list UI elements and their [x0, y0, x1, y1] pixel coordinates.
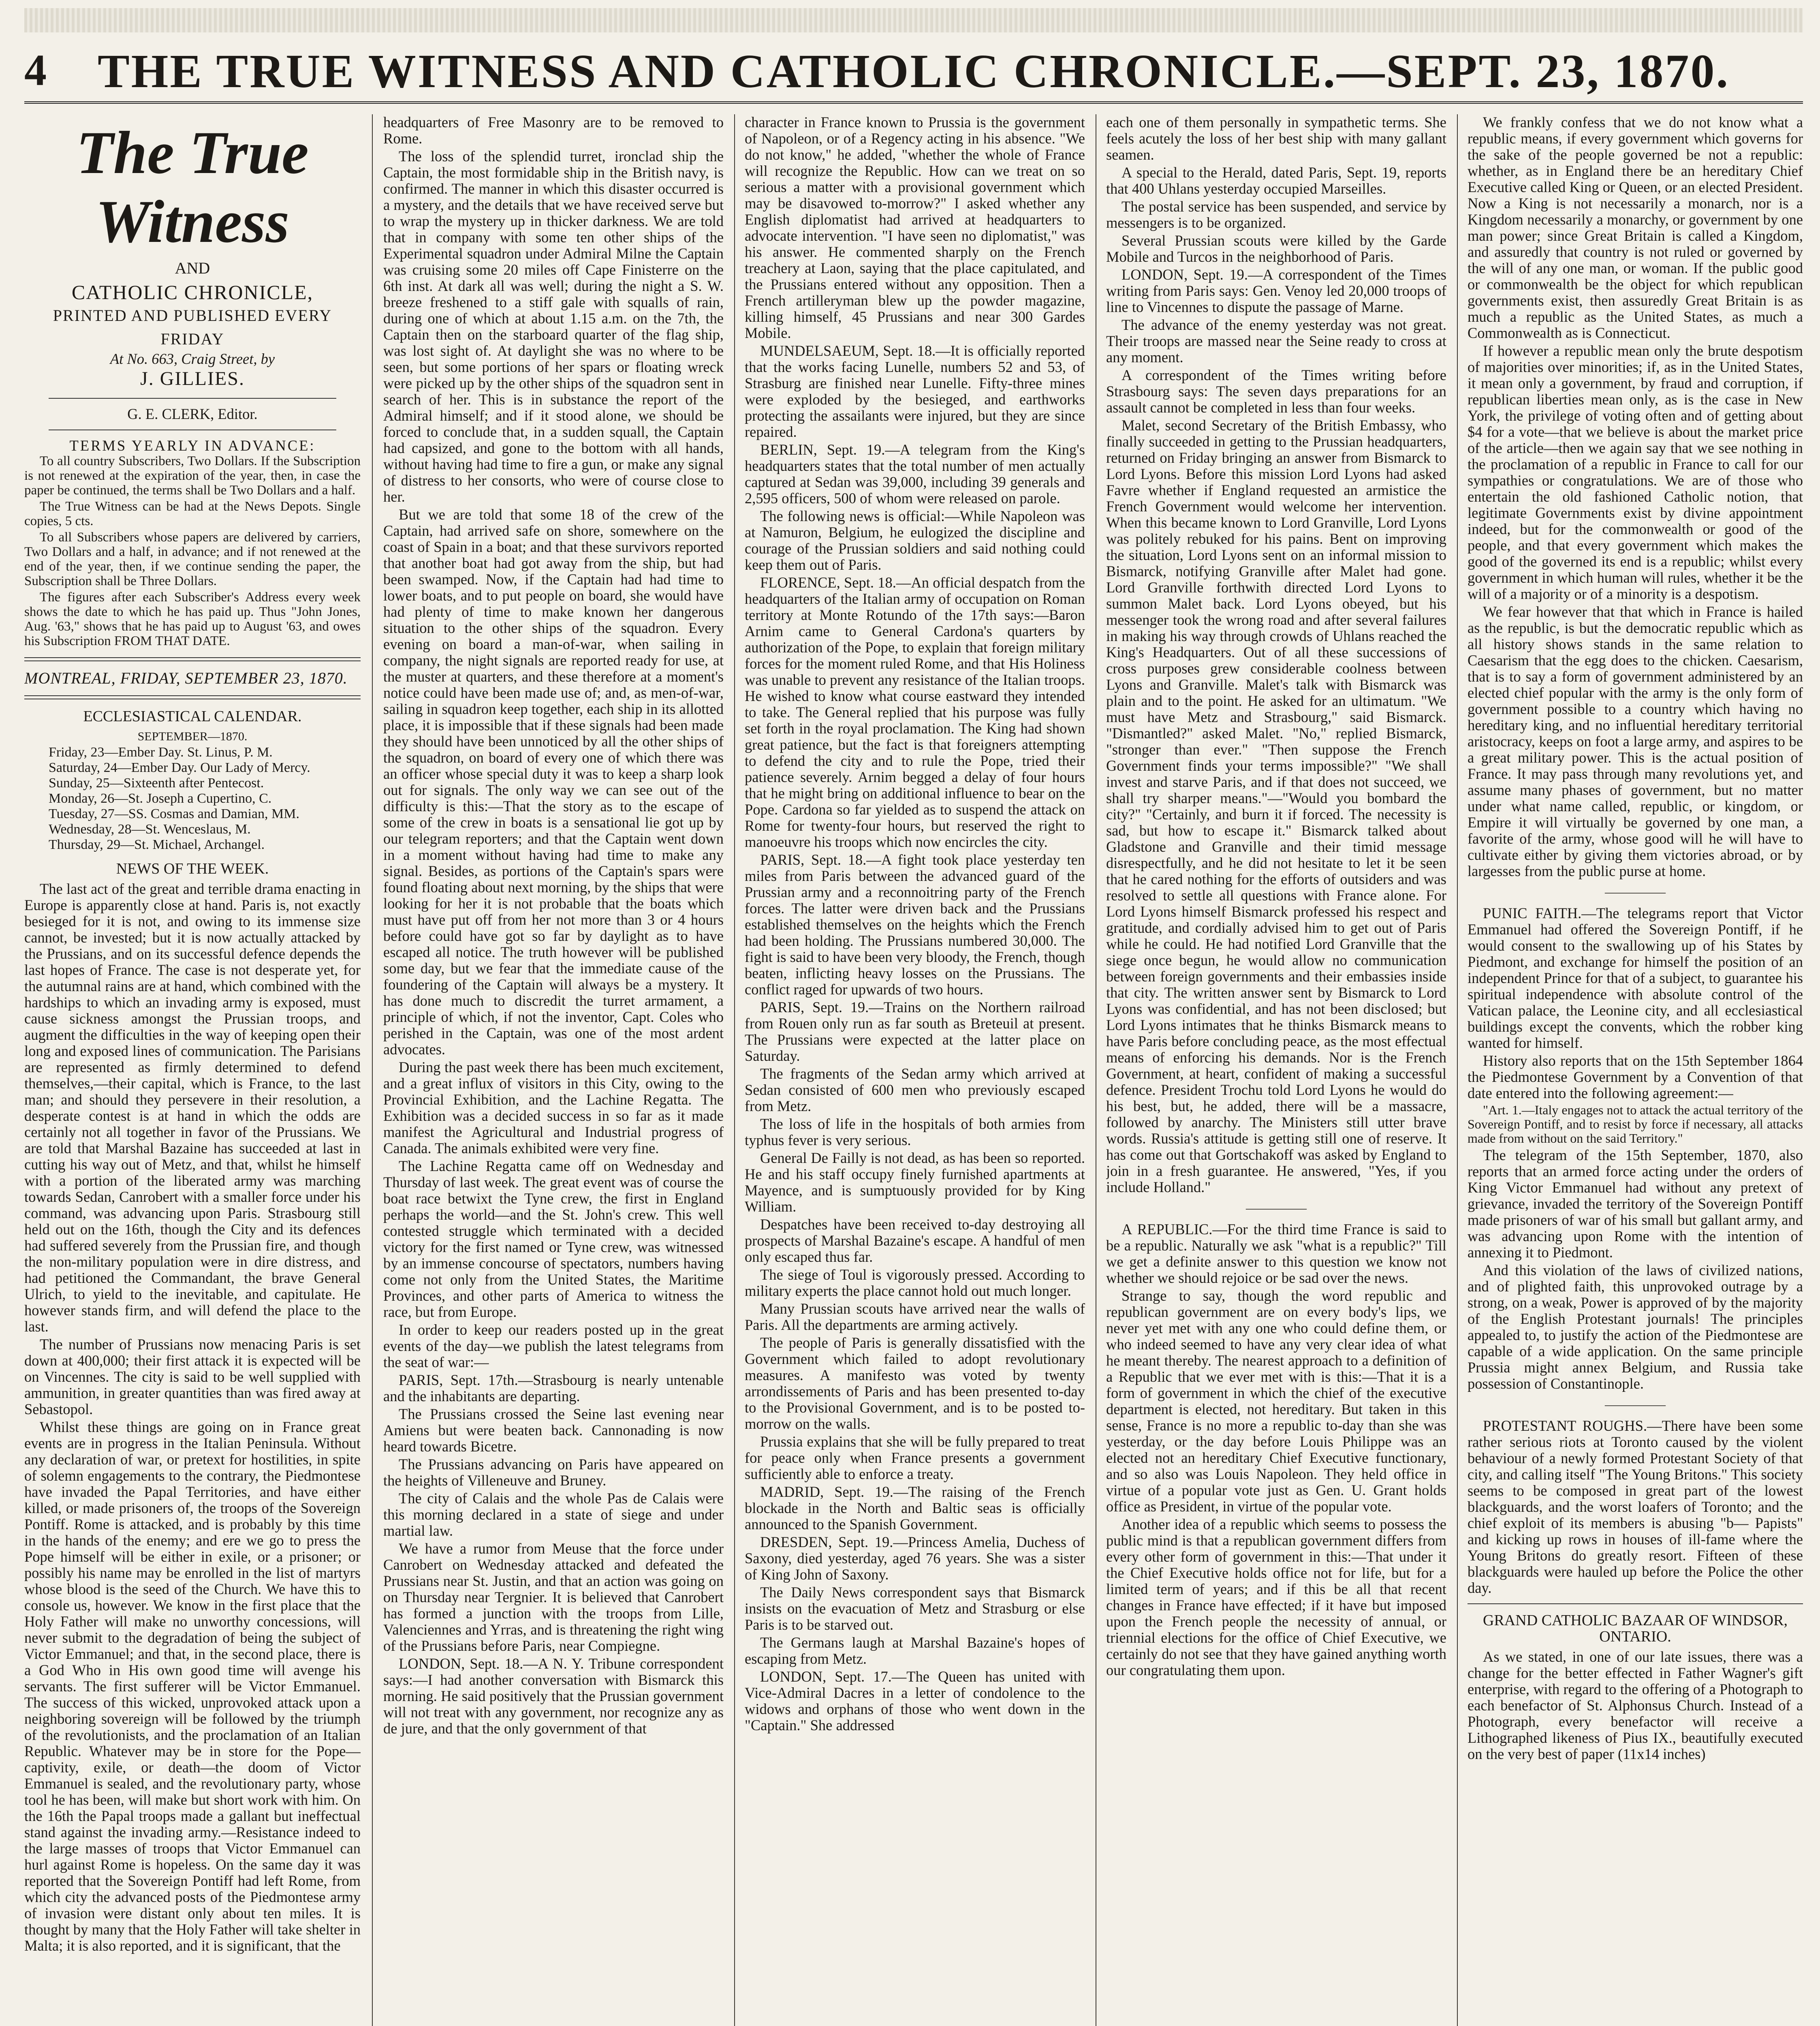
- column-rule: [734, 114, 735, 2026]
- publisher: J. GILLIES.: [140, 368, 245, 389]
- calendar-entry: Friday, 23—Ember Day. St. Linus, P. M.: [49, 745, 273, 760]
- article-paragraph: A REPUBLIC.—For the third time France is said to be a republic. Naturally we ask "what is a republic?" Till we get a definite answer to this question we know not whether we should rejoice or be sad over the news.: [1106, 1221, 1446, 1286]
- article-paragraph: LONDON, Sept. 17.—The Queen has united with Vice-Admiral Dacres in a letter of condolence to the widows and orphans of those who went down in the "Captain." She addressed: [745, 1668, 1085, 1733]
- article-paragraph: The city of Calais and the whole Pas de Calais were this morning declared in a state of siege and under martial law.: [383, 1490, 724, 1539]
- column-4: [1106, 114, 1446, 2026]
- calendar-entry: Monday, 26—St. Joseph a Cupertino, C.: [49, 791, 272, 806]
- calendar-entry: Thursday, 29—St. Michael, Archangel.: [49, 837, 265, 852]
- printed-line: PRINTED AND PUBLISHED EVERY FRIDAY: [53, 306, 332, 348]
- article-paragraph: LONDON, Sept. 19.—A correspondent of the Times writing from Paris says: Gen. Venoy led 20,000 troops of line to Vincennes to dispute the passage of Marne.: [1106, 266, 1446, 315]
- article-paragraph: A special to the Herald, dated Paris, Sept. 19, reports that 400 Uhlans yesterday occupied Marseilles.: [1106, 164, 1446, 197]
- terms-paragraph: The True Witness can be had at the News Depots. Single copies, 5 cts.: [24, 499, 361, 528]
- article-paragraph: The postal service has been suspended, and service by messengers is to be organized.: [1106, 198, 1446, 231]
- article-paragraph: The Lachine Regatta came off on Wednesday and Thursday of last week. The great event was of course the boat race betwixt the Tyne crew, the first in England perhaps the world—and the St. John's crew. This well contested struggle which terminated with a decided victory for the first named or Tyne crew, was witnessed by an immense concourse of spectators, numbers having come not only from the United States, the Maritime Provinces, and other parts of America to witness the race, but from Europe.: [383, 1158, 724, 1320]
- nameplate-and: AND: [175, 259, 210, 277]
- column-3: [745, 114, 1085, 2026]
- article-paragraph: In order to keep our readers posted up in the great events of the day—we publish the latest telegrams from the seat of war:—: [383, 1321, 724, 1370]
- bazaar-heading: GRAND CATHOLIC BAZAAR OF WINDSOR, ONTARIO.: [1483, 1612, 1788, 1645]
- nameplate-subtitle: CATHOLIC CHRONICLE,: [71, 281, 314, 303]
- article-paragraph: Whilst these things are going on in France great events are in progress in the Italian Peninsula. Without any declaration of war, or pretext for hostilities, in spite of solemn engagements to the contrary, the Piedmontese have invaded the Papal Territories, and have either killed, or made prisoners of, the troops of the Sovereign Pontiff. Rome is attacked, and is probably by this time in the hands of the enemy; and ere we go to press the Pope himself will be either in exile, or a prisoner; or possibly his name may be enrolled in the list of martyrs whose blood is the seed of the Church. We have this to console us, however. We know in the first place that the Holy Father will make no unworthy concessions, will never submit to the degradation of being the subject of Victor Emmanuel; and that, in the second place, there is a God Who in His own good time will avenge his servants. The first sufferer will be Victor Emmanuel. The success of this wicked, unprovoked attack upon a neighboring sovereign will be followed by the triumph of the revolutionists, and the proclamation of an Italian Republic. Whatever may be in store for the Pope—captivity, exile, or death—the doom of Victor Emmanuel is sealed, and the revolutionary party, whose tool he has been, will make but short work with him. On the 16th the Papal troops made a gallant but ineffectual stand against the invading army.—Resistance indeed to the large masses of troops that Victor Emmanuel can hurl against Rome is hopeless. On the same day it was reported that the Sovereign Pontiff had left Rome, from which city the advanced posts of the Piedmontese army of invasion were distant only about ten miles. It is thought by many that the Holy Father will take shelter in Malta; it is also reported, and it is significant, that the: [24, 1419, 361, 1954]
- article-paragraph: The Daily News correspondent says that Bismarck insists on the evacuation of Metz and Strasburg or else Paris is to be starved out.: [745, 1584, 1085, 1633]
- column-rule: [1457, 114, 1458, 2026]
- running-title: THE TRUE WITNESS AND CATHOLIC CHRONICLE.—SEPT. 23, 1870.: [97, 45, 1730, 98]
- article-paragraph: The loss of the splendid turret, ironclad ship the Captain, the most formidable ship in the British navy, is confirmed. The manner in which this disaster occurred is a mystery, and the details that we have received serve but to wrap the mystery up in thicker darkness. We are told that in company with some ten other ships of the Experimental squadron under Admiral Milne the Captain was cruising some 20 miles off Cape Finisterre on the 6th inst. At dark all was well; during the night a S. W. breeze freshened to a stiff gale with squalls of rain, during one of which at about 1.15 a.m. on the 7th, the Captain then on the starboard quarter of the flag ship, was lost sight of. At daylight she was no where to be seen, but some portions of her spars or floating wreck were picked up by the other ships of the squadron sent in search of her. This is in substance the report of the Admiral himself; and if it stood alone, we should be forced to conclude that, in a sudden squall, the Captain had capsized, and gone to the bottom with all hands, without having had time to fire a gun, or make any signal of distress to her consorts, who were of course close to her.: [383, 148, 724, 505]
- article-paragraph: Prussia explains that she will be fully prepared to treat for peace only when France presents a government sufficiently able to enforce a treaty.: [745, 1433, 1085, 1482]
- article-paragraph: The loss of life in the hospitals of both armies from typhus fever is very serious.: [745, 1116, 1085, 1148]
- article-paragraph: Despatches have been received to-day destroying all prospects of Marshal Bazaine's escape. A handful of men only escaped thus far.: [745, 1216, 1085, 1265]
- article-paragraph: During the past week there has been much excitement, and a great influx of visitors in this City, owing to the Provincial Exhibition, and the Lachine Regatta. The Exhibition was a decided success in so far as it made manifest the Agricultural and Industrial progress of Canada. The animals exhibited were very fine.: [383, 1059, 724, 1156]
- terms-title: TERMS YEARLY IN ADVANCE:: [69, 437, 316, 454]
- article-paragraph: Many Prussian scouts have arrived near the walls of Paris. All the departments are arming actively.: [745, 1300, 1085, 1333]
- calendar-month: SEPTEMBER—1870.: [137, 730, 248, 743]
- column-rule: [372, 114, 373, 2026]
- calendar-entry: Wednesday, 28—St. Wenceslaus, M.: [49, 822, 251, 837]
- article-paragraph: each one of them personally in sympathetic terms. She feels acutely the loss of her best ship with many gallant seamen.: [1106, 114, 1446, 163]
- article-paragraph: The last act of the great and terrible drama enacting in Europe is apparently close at hand. Paris is, not exactly besieged for it is not, and owing to its immense size cannot, be invested; but it is now actually attacked by the Prussians, and on its successful defence depends the last hopes of France. The case is not desperate yet, for the autumnal rains are at hand, which combined with the hardships to which an invading army is exposed, must cause sickness amongst the Prussian troops, and augment the difficulties in the way of keeping open their long and exposed lines of communication. The Parisians are represented as firmly determined to defend themselves,—their capital, which is France, to the last man; and should they persevere in their resolution, a desperate contest is at hand in which the odds are certainly not all together in favor of the Prussians. We are told that Marshal Bazaine has succeeded at last in cutting his way out of Metz, and that, whilst he himself with a portion of the liberated army was marching towards Sedan, Canrobert with a smaller force under his command, was advancing upon Paris. Strasbourg still held out on the 16th, though the City and its defences had suffered severely from the Prussian fire, and though the non-military population were in dire distress, and had petitioned the Commandant, the brave General Ulrich, to yield to the inevitable, and capitulate. He however stands firm, and will defend the place to the last.: [24, 880, 361, 1335]
- article-paragraph: Another idea of a republic which seems to possess the public mind is that a republican government differs from every other form of government in this:—That under it the Chief Executive holds office not for life, but for a limited term of years; and if this be all that recent changes in France have effected; if it have but imposed upon the French people the necessity of annual, or triennial elections for the office of Chief Executive, we certainly do not see that they have gained anything worth our congratulating them upon.: [1106, 1516, 1446, 1678]
- article-paragraph: The people of Paris is generally dissatisfied with the Government which failed to adopt revolutionary measures. A manifesto was voted by twenty arrondissements of Paris and has been presented to-day to the Provisional Government, and is to be posted to-morrow on the walls.: [745, 1334, 1085, 1432]
- article-paragraph: The following news is official:—While Napoleon was at Namuron, Belgium, he eulogized the discipline and courage of the Prussian soldiers and said nothing could keep them out of Paris.: [745, 508, 1085, 573]
- article-paragraph: PARIS, Sept. 18.—A fight took place yesterday ten miles from Paris between the advanced guard of the Prussian army and a reconnoitring party of the French forces. The latter were driven back and the Prussians established themselves on the heights which the French had been holding. The Prussians numbered 30,000. The fight is said to have been very bloody, the French, though beaten, inflicting heavy losses on the Prussians. The conflict raged for upwards of two hours.: [745, 851, 1085, 998]
- article-paragraph: As we stated, in one of our late issues, there was a change for the better effected in Father Wagner's gift enterprise, with regard to the offering of a Photograph to each benefactor of St. Alphonsus Church. Instead of a Photograph, every benefactor will receive a Lithographed likeness of Pius IX., beautifully executed on the very best of paper (11x14 inches): [1468, 1648, 1803, 1762]
- calendar-entry: Sunday, 25—Sixteenth after Pentecost.: [49, 776, 264, 791]
- article-paragraph: Several Prussian scouts were killed by the Garde Mobile and Turcos in the neighborhood of Paris.: [1106, 232, 1446, 265]
- page-number: 4: [24, 45, 47, 95]
- article-paragraph: But we are told that some 18 of the crew of the Captain, had arrived safe on shore, somewhere on the coast of Spain in a boat; and that these survivors reported that another boat had got away from the ship, but had been swamped. Now, if the Captain had had time to lower boats, and to put people on board, she would have had plenty of time to make known her dangerous situation to the other ships of the squadron. Every evening on board a man-of-war, when sailing in company, the night signals are reported ready for use, at the muster at quarters, and these therefore at a moment's notice could have been made use of; and, as men-of-war, sailing in squadron keep together, each ship in its allotted place, it is impossible that if these signals had been made they should have been unnoticed by all the other ships of the squadron, on board of every one of which there was an officer whose special duty it was to keep a sharp look out for signals. The only way we can see out of the difficulty is this:—That the story as to the escape of some of the crew in boats is a sensational lie got up by our telegram reporters; and that the Captain went down in a moment without having had time to make any signal. Besides, as portions of the Captain's spars were found floating about next morning, by the ships that were looking for her it is not probable that the boats which must have put off from her not more than 3 or 4 hours before could have got so far by daylight as to have escaped all notice. The truth however will be published some day, but we fear that the immediate cause of the foundering of the Captain will always be a mystery. It has done much to discredit the turret armament, a principle of which, if not the inventor, Capt. Coles who perished in the Captain, was one of the most ardent advocates.: [383, 506, 724, 1058]
- torn-top-edge: [24, 8, 1803, 32]
- article-paragraph: We have a rumor from Meuse that the force under Canrobert on Wednesday attacked and defeated the Prussians near St. Justin, and that an action was going on on Thursday near Tergnier. It is believed that Canrobert has formed a junction with the troops from Lille, Valenciennes and Yrras, and is threatening the right wing of the Prussians before Paris, near Compiegne.: [383, 1540, 724, 1654]
- editor: G. E. CLERK, Editor.: [127, 406, 258, 422]
- article-paragraph: A correspondent of the Times writing before Strasbourg says: The seven days preparations for an assault cannot be completed in less than four weeks.: [1106, 367, 1446, 416]
- section-divider: —————: [1605, 885, 1666, 899]
- column-2: [383, 114, 724, 2026]
- article-paragraph: The Germans laugh at Marshal Bazaine's hopes of escaping from Metz.: [745, 1634, 1085, 1667]
- terms-paragraph: To all country Subscribers, Two Dollars. If the Subscription is not renewed at the expiration of the year, then, in case the paper be continued, the terms shall be Two Dollars and a half.: [24, 454, 361, 498]
- article-paragraph: MADRID, Sept. 19.—The raising of the French blockade in the North and Baltic seas is officially announced to the Spanish Government.: [745, 1483, 1085, 1532]
- calendar-list: [24, 745, 361, 853]
- article-paragraph: History also reports that on the 15th September 1864 the Piedmontese Government by a Convention of that date entered into the following agreement:—: [1468, 1052, 1803, 1101]
- article-paragraph: character in France known to Prussia is the government of Napoleon, or of a Regency acting in his absence. "We do not know," he added, "whether the whole of France will recognize the Republic. How can we treat on so serious a matter with a provisional government which may be disavowed to-morrow?" I asked whether any English diplomatist had arrived at headquarters to advocate intervention. "I have seen no diplomatist," was his answer. He commented sharply on the French treachery at Laon, saying that the place capitulated, and the Prussians entered without any opposition. Then a French artilleryman blew up the powder magazine, killing himself, 45 Prussians and near 300 Gardes Mobile.: [745, 114, 1085, 341]
- article-paragraph: The fragments of the Sedan army which arrived at Sedan consisted of 600 men who previously escaped from Metz.: [745, 1065, 1085, 1114]
- article-paragraph: BERLIN, Sept. 19.—A telegram from the King's headquarters states that the total number of men actually captured at Sedan was 39,000, including 39 generals and 2,595 officers, 500 of whom were released on parole.: [745, 441, 1085, 506]
- terms-paragraph: The figures after each Subscriber's Address every week shows the date to which he has paid up. Thus "John Jones, Aug. '63," shows that he has paid up to August '63, and owes his Subscription FROM THAT DATE.: [24, 590, 361, 648]
- article-paragraph: PROTESTANT ROUGHS.—There have been some rather serious riots at Toronto caused by the violent behaviour of a newly formed Protestant Society of that city, and calling itself "The Young Britons." This society seems to be composed in great part of the lowest blackguards, and the worst loafers of Toronto; and the chief exploit of its members is abusing "b— Papists" and kicking up rows in houses of ill-fame where the Young Britons do greatly resort. Fifteen of these blackguards were hauled up before the Police the other day.: [1468, 1417, 1803, 1596]
- terms-paragraph: To all Subscribers whose papers are delivered by carriers, Two Dollars and a half, in advance; and if not renewed at the end of the year, then, if we continue sending the paper, the Subscription shall be Three Dollars.: [24, 530, 361, 588]
- quoted-treaty-article: "Art. 1.—Italy engages not to attack the actual territory of the Sovereign Pontiff, and to resist by force if necessary, all attacks made from without on the said Territory.": [1468, 1103, 1803, 1146]
- section-divider: —————: [1605, 1398, 1666, 1411]
- calendar-title: ECCLESIASTICAL CALENDAR.: [83, 708, 302, 725]
- calendar-entry: Saturday, 24—Ember Day. Our Lady of Mercy.: [49, 760, 310, 775]
- article-paragraph: DRESDEN, Sept. 19.—Princess Amelia, Duchess of Saxony, died yesterday, aged 76 years. She was a sister of King John of Saxony.: [745, 1534, 1085, 1583]
- nameplate: The True Witness: [76, 119, 309, 255]
- article-paragraph: The Prussians advancing on Paris have appeared on the heights of Villeneuve and Bruney.: [383, 1456, 724, 1489]
- article-paragraph: We frankly confess that we do not know what a republic means, if every government which governs for the sake of the people governed be not a republic: whether, as in England there be an hereditary Chief Executive called King or Queen, or an elected President. Now a King is not necessarily a monarch, nor is a Kingdom necessarily a monarchy, or government by one man power; since Great Britain is called a Kingdom, and assuredly that country is not ruled or governed by the will of any one man, or woman. If the public good or commonwealth be the object for which republican governments exist, then assuredly Great Britain is as much a republic as the United States, as much a Commonwealth as is Connecticut.: [1468, 114, 1803, 341]
- newspaper-page: [24, 8, 1803, 2026]
- article-paragraph: MUNDELSAEUM, Sept. 18.—It is officially reported that the works facing Lunelle, numbers 52 and 53, of Strasburg are finished near Lunelle. Fifty-three mines were exploded by the besieged, and earthworks protecting the assailants were injured, but they are since repaired.: [745, 342, 1085, 440]
- article-paragraph: General De Failly is not dead, as has been so reported. He and his staff occupy finely furnished apartments at Mayence, and is sumptuously provided for by King William.: [745, 1150, 1085, 1215]
- article-paragraph: FLORENCE, Sept. 18.—An official despatch from the headquarters of the Italian army of occupation on Roman territory at Monte Rotundo of the 17th says:—Baron Arnim came to General Cardona's quarters by authorization of the Pope, to explain that foreign military forces for the moment ruled Rome, and that His Holiness was unable to prevent any resistance of the Italian troops. He wished to know what course eastward they intended to take. The General replied that his purpose was fully set forth in the royal proclamation. The King had shown great patience, but the fact is that foreigners attempting to defend the city and to rule the Pope, tried their patience severely. Arnim begged a delay of four hours that he might bring on additional influence to bear on the Pope. Cardona so far yielded as to suspend the attack on Rome for twenty-four hours, but reserved the right to manoeuvre his troops which now encircles the city.: [745, 574, 1085, 850]
- news-title: NEWS OF THE WEEK.: [116, 860, 269, 877]
- article-paragraph: If however a republic mean only the brute despotism of majorities over minorities; if, as in the United States, it mean only a government, by fraud and corruption, if republican liberties mean only, as is the case in New York, the privilege of voting often and of getting about $4 for a vote—that we believe is about the market price of the article—then we again say that we see nothing in the proclamation of a republic in France to call for our sympathies or congratulations. We are of those who entertain the old fashioned Catholic notion, that legitimate Governments exist by divine appointment indeed, but for the commonwealth or good of the people, and that every government which makes the good of the governed its end is a republic; whilst every government in which human will rules, whether it be the will of a majority or of a minority is a despotism.: [1468, 342, 1803, 602]
- article-paragraph: The number of Prussians now menacing Paris is set down at 400,000; their first attack it is expected will be on Vincennes. The city is said to be well supplied with ammunition, in greater quantities than was fired away at Sebastopol.: [24, 1336, 361, 1417]
- article-paragraph: LONDON, Sept. 18.—A N. Y. Tribune correspondent says:—I had another conversation with Bismarck this morning. He said positively that the Prussian government will not treat with any government, nor recognize any as de jure, and that the only government of that: [383, 1655, 724, 1737]
- divider: [1468, 1603, 1803, 1604]
- address-line: At No. 663, Craig Street, by: [110, 350, 275, 367]
- article-paragraph: headquarters of Free Masonry are to be removed to Rome.: [383, 114, 724, 147]
- masthead: [24, 32, 1803, 104]
- article-paragraph: And this violation of the laws of civilized nations, and of plighted faith, this unprovoked outrage by a strong, on a weak, Power is approved of by the majority of the English Protestant journals! The principles appealed to, to justify the action of the Piedmontese are capable of a wide application. On the same principle Prussia might annex Belgium, and Russia take possession of Constantinople.: [1468, 1262, 1803, 1392]
- article-paragraph: PUNIC FAITH.—The telegrams report that Victor Emmanuel had offered the Sovereign Pontiff, if he would consent to the swallowing up of his States by Piedmont, and exchange for himself the position of an independent Prince for that of a subject, to guarantee his spiritual independence with absolute control of the Vatican palace, the Leonine city, and all ecclesiastical buildings except the convents, which the robber king wanted for himself.: [1468, 905, 1803, 1051]
- issue-dateline: MONTREAL, FRIDAY, SEPTEMBER 23, 1870.: [24, 669, 348, 687]
- article-paragraph: We fear however that that which in France is hailed as the republic, is but the democratic republic which as all history shows stands in the same relation to Caesarism that the egg does to the chicken. Caesarism, that is to say a form of government administered by an elected chief popular with the army is the only form of government possible to a country which having no hereditary king, and no influential hereditary territorial aristocracy, keeps on foot a large army, and aspires to be a great military power. This is the actual position of France. It may pass through many revolutions yet, and assume many phases of government, but no matter under what name called, republic, or kingdom, or Empire it will virtually be governed by one man, a favorite of the army, whose good will he will have to cultivate either by giving them victories abroad, or by largesses from the public purse at home.: [1468, 603, 1803, 879]
- double-rule: [24, 657, 361, 661]
- article-paragraph: The advance of the enemy yesterday was not great. Their troops are massed near the Seine ready to cross at any moment.: [1106, 316, 1446, 365]
- article-paragraph: Strange to say, though the word republic and republican government are on every body's lips, we never yet met with any one who could define them, or who indeed seemed to have any very clear idea of what he meant thereby. The nearest approach to a definition of a Republic that we ever met with is this:—That it is a form of government in which the chief of the executive department is elected, not hereditary. But taken in this sense, France is no more a republic to-day than she was yesterday, or the day before Louis Philippe was an elected not an hereditary Chief Executive functionary, and so also was Louis Napoleon. They held office in virtue of a popular vote just as Gen. U. Grant holds office as President, in virtue of the popular vote.: [1106, 1287, 1446, 1515]
- article-paragraph: The siege of Toul is vigorously pressed. According to military experts the place cannot hold out much longer.: [745, 1266, 1085, 1299]
- double-rule: [24, 695, 361, 699]
- column-1: [24, 114, 361, 2026]
- article-paragraph: The Prussians crossed the Seine last evening near Amiens but were beaten back. Cannonading is now heard towards Bicetre.: [383, 1406, 724, 1455]
- article-paragraph: Malet, second Secretary of the British Embassy, who finally succeeded in getting to the Prussian headquarters, returned on Friday bringing an answer from Bismarck to Lord Lyons. Before this mission Lord Lyons had asked Favre whether if England requested an armistice the French Government would welcome her intervention. When this became known to Lord Granville, Lord Lyons was politely rebuked for his pains. Bent on improving the situation, Lord Lyons sent on an informal mission to Bismarck, notifying Granville after Malet had gone. Lord Granville forthwith directed Lord Lyons to summon Malet back. Lord Lyons obeyed, but his messenger took the wrong road and after several failures in making his way through crowds of Uhlans reached the King's Headquarters. Out of all these successions of cross purposes grew considerable coolness between Lyons and Granville. Malet's talk with Bismarck was plain and to the point. He asked for an ultimatum. "We must have Metz and Strasbourg," said Bismarck. "Dismantled?" asked Malet. "No," replied Bismarck, "stronger than ever." "Then suppose the French Government finds your terms impossible?" "We shall invest and starve Paris, and if that does not succeed, we shall try sharper means."—"Would you bombard the city?" "Certainly, and burn it if forced. The necessity is sad, but how to escape it." Bismarck talked about Gladstone and Granville and their timid message disrespectfully, and he did not hesitate to let it be seen that he cared nothing for the efforts of outsiders and was resolved to settle all questions with France alone. For Lord Lyons himself Bismarck professed his respect and gratitude, and cordially advised him to get out of Paris while he could. He had notified Lord Granville that the siege once begun, he would allow no communication between foreign governments and their embassies inside that city. The written answer sent by Bismarck to Lord Lyons was confidential, and has not been disclosed; but Lord Lyons intimates that he thinks Bismarck means to have Paris before concluding peace, as the most effectual means of enforcing his demands. Nor is the French Government, at heart, confident of making a successful defence. President Trochu told Lord Lyons he would do his best, but, he added, there will be a massacre, followed by anarchy. The Ministers still utter brave words. Russia's attitude is getting still one of reserve. It has come out that Gortschakoff was asked by England to join in a fresh guarantee. He answered, "Yes, if you include Holland.": [1106, 417, 1446, 1195]
- divider: [49, 398, 336, 399]
- column-5: [1468, 114, 1803, 2026]
- calendar-entry: Tuesday, 27—SS. Cosmas and Damian, MM.: [49, 806, 299, 821]
- article-paragraph: PARIS, Sept. 19.—Trains on the Northern railroad from Rouen only run as far south as Breteuil at present. The Prussians were expected at the latter place on Saturday.: [745, 999, 1085, 1064]
- article-paragraph: PARIS, Sept. 17th.—Strasbourg is nearly untenable and the inhabitants are departing.: [383, 1372, 724, 1404]
- section-divider: —————: [1246, 1201, 1307, 1215]
- article-paragraph: The telegram of the 15th September, 1870, also reports that an armed force acting under the orders of King Victor Emmanuel had without any pretext of grievance, invaded the territory of the Sovereign Pontiff made prisoners of war of his small but gallant army, and was advancing upon Rome with the intention of annexing it to Piedmont.: [1468, 1147, 1803, 1261]
